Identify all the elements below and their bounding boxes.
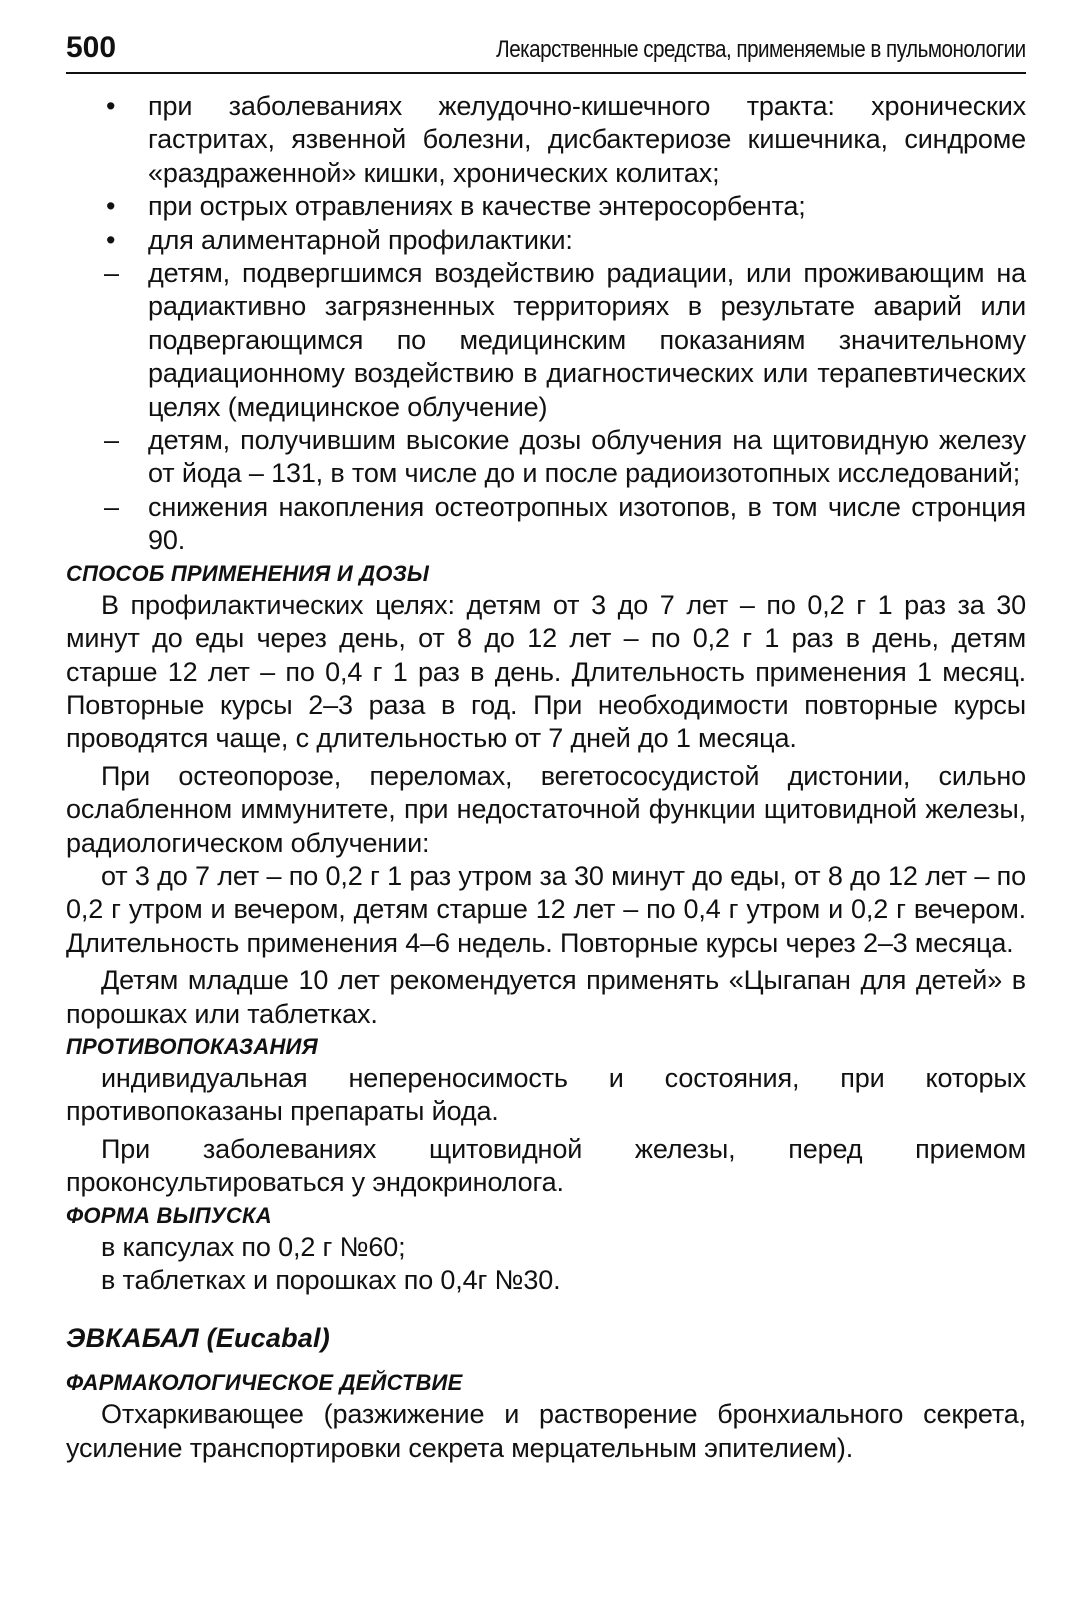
contraindications-paragraph-2: При заболеваниях щитовидной железы, перед приемом проконсультироваться у эндокринолога. <box>66 1133 1026 1198</box>
drug-title: ЭВКАБАЛ (Eucabal) <box>66 1323 330 1354</box>
dosage-paragraph-2: При остеопорозе, переломах, вегетососудистой дистонии, сильно ослабленном иммунитете, при недостаточной функции щитовидной железы, радиологическом облучении: <box>66 760 1026 858</box>
pharmacology-paragraph: Отхаркивающее (разжижение и растворение бронхиального секрета, усиление транспортировки секрета мерцательным эпителием). <box>66 1399 1026 1463</box>
dosage-paragraph-4: Детям младше 10 лет рекомендуется применять «Цыгапан для детей» в порошках или таблетках. <box>66 965 1026 1029</box>
bullet-marker: • <box>106 191 116 222</box>
list-item <box>66 190 1026 223</box>
list-item <box>66 257 1026 424</box>
dash-marker: – <box>104 258 119 289</box>
indications-list <box>66 90 1026 558</box>
page-number: 500 <box>66 31 117 64</box>
dosage-paragraph-3: от 3 до 7 лет – по 0,2 г 1 раз утром за 30 минут до еды, от 8 до 12 лет – по 0,2 г утром и вечером, детям старше 12 лет – по 0,4 г утром и 0,2 г вечером. Длительность применения 4–6 недель. Повторные курсы через 2–3 месяца. <box>66 860 1026 958</box>
page-header <box>66 30 1026 74</box>
list-item <box>66 224 1026 257</box>
list-item <box>66 424 1026 491</box>
release-form-line: в капсулах по 0,2 г №60; <box>101 1231 406 1262</box>
list-item-text: при заболеваниях желудочно-кишечного тракта: хронических гастритах, язвенной болезни, дисбактериозе кишечника, синдроме «раздраженной» кишки, хронических колитах; <box>148 91 1026 188</box>
dosage-paragraph-1: В профилактических целях: детям от 3 до 7 лет – по 0,2 г 1 раз за 30 минут до еды через день, от 8 до 12 лет – по 0,2 г 1 раз в день, детям старше 12 лет – по 0,4 г 1 раз в день. Длительность применения 1 месяц. Повторные курсы 2–3 раза в год. При необходимости повторные курсы проводятся чаще, с длительностью от 7 дней до 1 месяца. <box>66 589 1026 754</box>
list-item <box>66 491 1026 558</box>
list-item-text: при острых отравлениях в качестве энтеросорбента; <box>148 191 806 222</box>
list-item-text: снижения накопления остеотропных изотопов, в том числе стронция 90. <box>148 491 1026 556</box>
section-heading-contraindications: ПРОТИВОПОКАЗАНИЯ <box>66 1033 318 1059</box>
section-heading-pharmacology: ФАРМАКОЛОГИЧЕСКОЕ ДЕЙСТВИЕ <box>66 1370 463 1396</box>
list-item <box>66 90 1026 190</box>
dash-marker: – <box>104 425 119 456</box>
dash-marker: – <box>104 491 119 522</box>
section-heading-dosage: СПОСОБ ПРИМЕНЕНИЯ И ДОЗЫ <box>66 560 430 586</box>
list-item-text: детям, подвергшимся воздействию радиации, или проживающим на радиактивно загрязненных территориях в результате аварий или подвергающимся по медицинским показаниям значительному радиационному воздействию в диагностических или терапевтических целях (медицинское облучение) <box>148 258 1026 422</box>
page-content <box>66 90 1026 1465</box>
bullet-marker: • <box>106 91 116 121</box>
contraindications-paragraph-1: индивидуальная непереносимость и состояния, при которых противопоказаны препараты йода. <box>66 1062 1026 1127</box>
release-form-line: в таблетках и порошках по 0,4г №30. <box>101 1265 561 1295</box>
section-heading-release-form: ФОРМА ВЫПУСКА <box>66 1202 272 1228</box>
list-item-text: для алиментарной профилактики: <box>148 224 573 255</box>
running-title: Лекарственные средства, применяемые в пульмонологии <box>496 36 1026 63</box>
list-item-text: детям, получившим высокие дозы облучения на щитовидную железу от йода – 131, в том числе до и после радиоизотопных исследований; <box>148 425 1026 489</box>
bullet-marker: • <box>106 224 116 255</box>
